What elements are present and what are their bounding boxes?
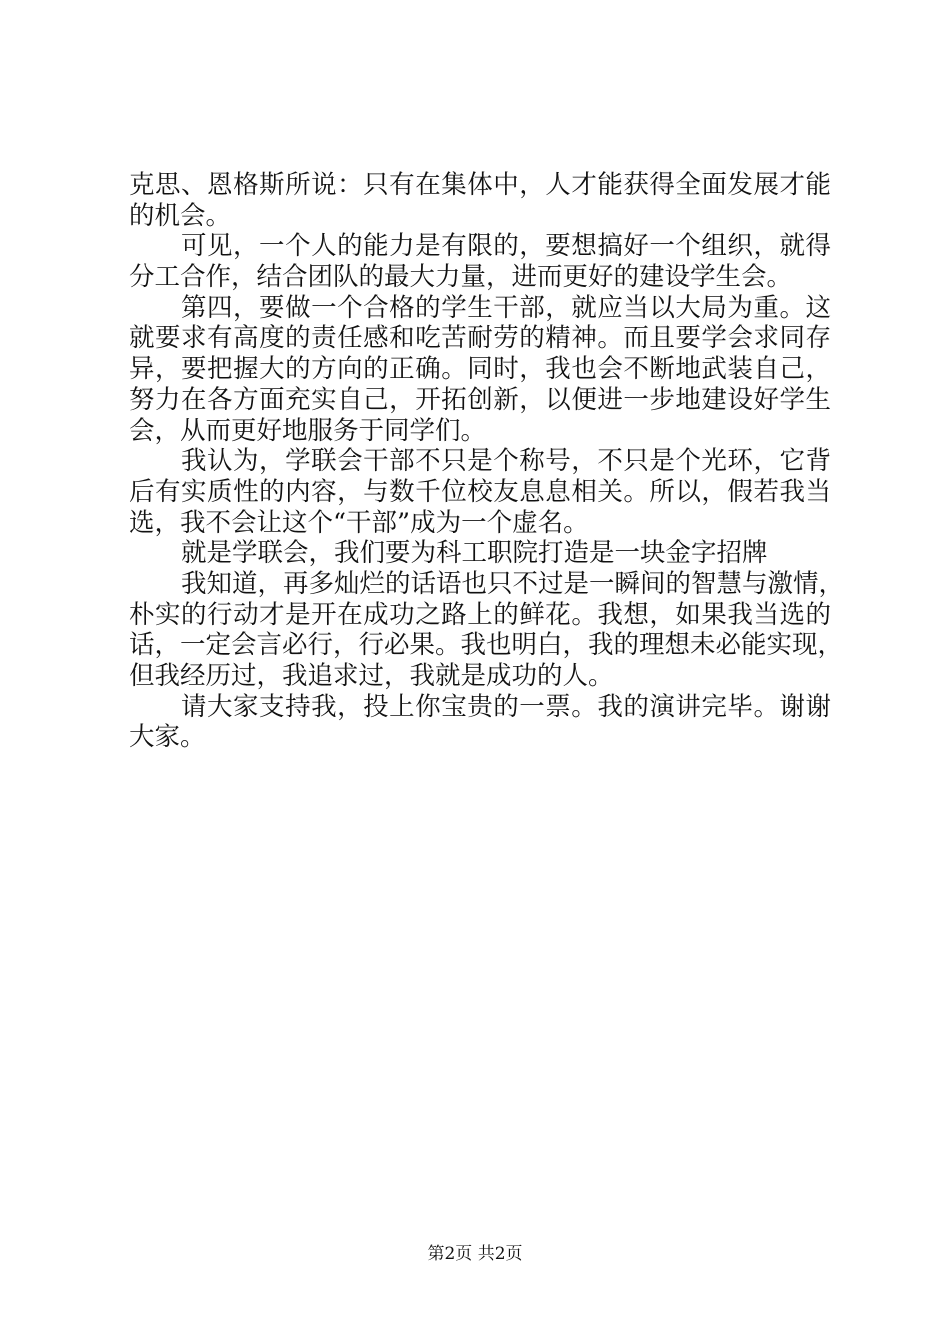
text-line: 分工合作，结合团队的最大力量，进而更好的建设学生会。 (129, 262, 793, 293)
text-line: 话，一定会言必行，行必果。我也明白，我的理想未必能实现， (129, 630, 844, 661)
text-line: 努力在各方面充实自己，开拓创新，以便进一步地建设好学生 (129, 384, 831, 415)
text-line: 朴实的行动才是开在成功之路上的鲜花。我想，如果我当选的 (129, 599, 831, 630)
text-line: 第四，要做一个合格的学生干部，就应当以大局为重。这 (181, 292, 831, 323)
text-line: 我认为，学联会干部不只是个称号，不只是个光环，它背 (181, 446, 831, 477)
text-line: 异，要把握大的方向的正确。同时，我也会不断地武装自己， (129, 354, 831, 385)
text-line: 后有实质性的内容，与数千位校友息息相关。所以，假若我当 (129, 476, 831, 507)
text-line: 克思、恩格斯所说：只有在集体中，人才能获得全面发展才能 (129, 170, 831, 200)
page-number-footer: 第2页 共2页 (427, 1244, 523, 1264)
body-text (129, 170, 845, 753)
text-line: 大家。 (129, 722, 206, 753)
text-line: 可见，一个人的能力是有限的，要想搞好一个组织，就得 (181, 231, 831, 262)
text-line: 的机会。 (129, 200, 232, 231)
text-line: 会，从而更好地服务于同学们。 (129, 415, 487, 446)
text-line: 选，我不会让这个“干部”成为一个虚名。 (129, 507, 589, 538)
text-line: 就是学联会，我们要为科工职院打造是一块金字招牌 (181, 538, 768, 569)
text-line: 请大家支持我，投上你宝贵的一票。我的演讲完毕。谢谢 (181, 691, 831, 722)
text-line: 但我经历过，我追求过，我就是成功的人。 (129, 661, 614, 691)
text-line: 就要求有高度的责任感和吃苦耐劳的精神。而且要学会求同存 (129, 323, 831, 354)
text-line: 我知道，再多灿烂的话语也只不过是一瞬间的智慧与激情， (181, 568, 845, 599)
